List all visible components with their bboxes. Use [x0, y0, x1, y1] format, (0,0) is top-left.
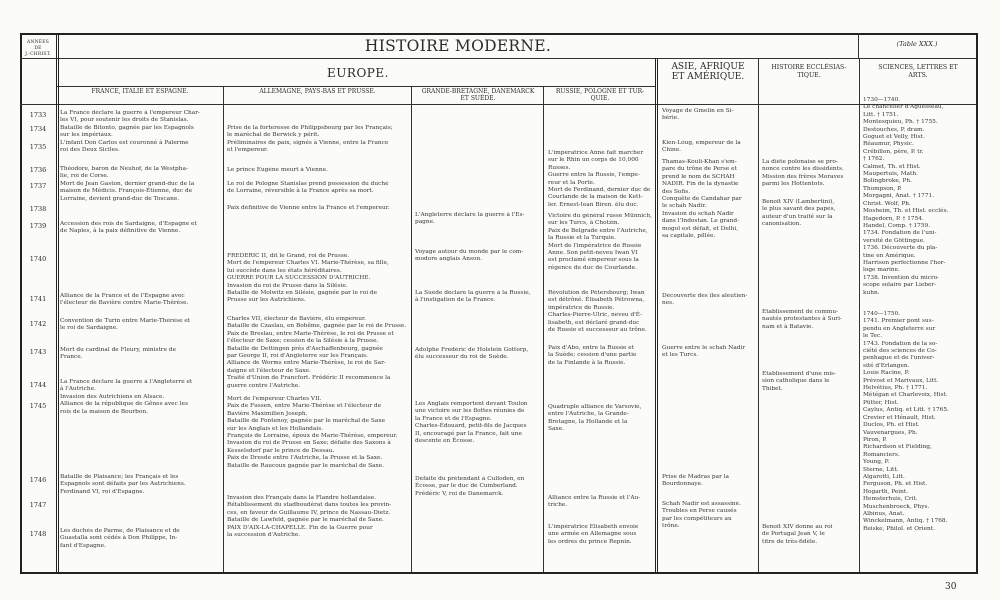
- header-rule: [20, 104, 976, 105]
- hist-eccl-entry: Benoît XIV (Lambertini), le plus savant des papes, auteur d'un traité sur la canonisation.: [762, 199, 836, 228]
- asie-entry: Thamas-Kouli-Khan s'em- pare du trône de Perse et prend le nom de SCHAH NADIR. Fin de la dynastie des Sofis. Conquête de Candahar par le schah Nadir. Invasion du schah Nadir dans l'Indostan. Le grand- mogol est défait, et Delhi, sa capitale, pillée.: [662, 159, 742, 240]
- allemagne-entry: Mort de l'empereur Charles VII. Paix de Fussen, entre Marie-Thérèse et l'électeur de Bavière Maximilien Joseph. Bataille de Fontenoy, gagnée par le maréchal de Saxe sur les Anglais et les Hollandais. François de Lorraine, époux de Marie-Thérèse, empereur. Invasion du roi de Prusse en Saxe; défaite des Saxons à Kesselsdorf par le prince de Dessau. Paix de Dresde entre l'Autriche, la Prusse et la Saxe. Bataille de Raucoux gagnée par le maréchal de Saxe.: [227, 396, 398, 469]
- france-entry: Alliance de la France et de l'Espagne avec l'électeur de Bavière contre Marie-Thérèse.: [60, 293, 189, 307]
- year-label: 1741: [29, 295, 47, 303]
- france-entry: Convention de Turin entre Marie-Thérèse et le roi de Sardaigne.: [60, 318, 191, 332]
- russie-entry: Alliance entre la Russie et l'Au- triche.: [548, 495, 641, 509]
- col-rule-allemagne: [411, 86, 412, 572]
- allemagne-entry: FRÉDÉRIC II, dit le Grand, roi de Prusse. Mort de l'empereur Charles VI. Marie-Thérèse, sa fille, lui succède dans les états héréditaires. GUERRE POUR LA SUCCESSION D'AUTRICHE. Invasion du roi de Prusse dans la Silésie. Bataille de Molwitz en Silésie, gagnée par le roi de Prusse sur les Autrichiens.: [227, 253, 389, 304]
- years-heading: ANNÉES DE J.-CHRIST.: [25, 40, 51, 57]
- year-label: 1747: [29, 501, 47, 509]
- year-label: 1733: [29, 111, 47, 119]
- russie-entry: Révolution de Pétersbourg; Iwan est détrôné. Élisabeth Pétrowna, impératrice de Russie. Charles-Pierre-Ulric, neveu d'É- lisabeth, est déclaré grand-duc de Russie et successeur au trône.: [548, 290, 647, 334]
- france-heading: FRANCE, ITALIE ET ESPAGNE.: [91, 88, 189, 95]
- table-number: (Table XXX.): [896, 40, 938, 48]
- gb-entry: Défaite du prétendant à Culloden, en Écosse, par le duc de Cumberland. Frédéric V, roi de Danemarck.: [415, 476, 525, 497]
- col-rule-europe: [655, 58, 658, 572]
- year-label: 1742: [29, 320, 47, 328]
- asie-entry: Voyage de Gmelin en Si- bérie.: [662, 108, 734, 122]
- year-label: 1735: [29, 143, 47, 151]
- allemagne-entry: Paix définitive de Vienne entre la France et l'empereur.: [227, 205, 390, 211]
- asie-entry: Prise de Madras par la Bourdonnaye.: [662, 474, 729, 488]
- year-label: 1739: [29, 222, 47, 230]
- allemagne-entry: Le roi de Pologne Stanislas prend possession du duché de Lorraine, réversible à la France après sa mort.: [227, 181, 389, 195]
- russie-entry: Quadruple alliance de Varsovie, entre l'Autriche, la Grande- Bretagne, la Hollande et la Saxe.: [548, 404, 642, 433]
- hist-eccl-entry: Établissement de commu- nautés protestantes à Suri- nam et à Batavie.: [762, 309, 842, 330]
- col-rule-hist: [859, 58, 860, 572]
- year-label: 1744: [29, 381, 47, 389]
- year-label: 1743: [29, 348, 47, 356]
- europe-rule: [56, 86, 656, 87]
- year-label: 1737: [29, 182, 47, 190]
- asie-entry: Guerre entre le schah Nadir et les Turcs.: [662, 345, 746, 359]
- europe-heading: EUROPE.: [327, 66, 389, 80]
- col-rule-france: [223, 86, 224, 572]
- russie-entry: L'impératrice Élisabeth envoie une armée en Allemagne sous les ordres du prince Repnin.: [548, 524, 639, 545]
- allemagne-entry: Le prince Eugène meurt à Vienne.: [227, 167, 328, 173]
- russie-entry: Paix d'Abo, entre la Russie et la Suède; cession d'une partie de la Finlande à la Russie.: [548, 345, 637, 366]
- gb-entry: L'Angleterre déclare la guerre à l'Es- pagne.: [415, 212, 525, 226]
- france-entry: Les duchés de Parme, de Plaisance et de Guastalla sont cédés à Don Philippe, In- fant d'Espagne.: [60, 528, 180, 549]
- gb-entry: La Suède déclare la guerre à la Russie, à l'instigation de la France.: [415, 290, 531, 304]
- sciences-entry: 1740—1750. 1741. Premier pont sus- pendu en Angleterre sur le Tec. 1743. Fondation de la so- ciété des sciences de Co- penhague et de l'univer- sité d'Erlangen. Louis Racine, P. Prévost et Marivaux, Litt. Helvétius, Ph. † 1771. Métégan et Charlevoix, Hist. Pütter, Hist. Caylus, Antiq. et Litt. † 1765. Crevier et Hénault, Hist. Duclos, Ph. et Hist. Vauvenargues, Ph. Piron, P. Richardson et Fielding, Romanciers. Young, P. Sterne, Litt. Algarotti, Litt. Ferguson, Ph. et Hist. Hogarth, Peint. Hemsterhuis, Crit. Muschenbroeck, Phys. Albinus, Anat. Winckelmann, Antiq. † 1768. Reiske, Philol. et Orient.: [863, 311, 949, 532]
- allemagne-entry: Invasion des Français dans la Flandre hollandaise. Rétablissement du stadhoudérat dans toutes les provin- ces, en faveur de Guillaume IV, prince de Nassau-Dietz. Bataille de Lawfeld, gagnée par le maréchal de Saxe. PAIX D'AIX-LA-CHAPELLE. Fin de la Guerre pour la succession d'Autriche.: [227, 495, 392, 539]
- year-label: 1736: [29, 166, 47, 174]
- allemagne-entry: Charles VII, électeur de Bavière, élu empereur. Bataille de Czaslau, en Bohême, gagnée par le roi de Prusse. Paix de Breslau, entre Marie-Thérèse, le roi de Prusse et l'électeur de Saxe; cession de la Silésie à la Prusse. Bataille de Dettingen près d'Aschaffenbourg, gagnée par George II, roi d'Angleterre sur les Français. Alliance de Worms entre Marie-Thérèse, le roi de Sar- daigne et l'électeur de Saxe. Traité d'Union de Francfort. Frédéric II recommence la guerre contre l'Autriche.: [227, 316, 407, 389]
- year-label: 1745: [29, 402, 47, 410]
- hist-eccl-heading: HISTOIRE ECCLÉSIAS- TIQUE.: [771, 64, 847, 79]
- gb-heading: GRANDE-BRETAGNE, DANEMARCK ET SUÈDE.: [421, 88, 535, 102]
- year-label: 1748: [29, 530, 47, 538]
- col-rule-asie: [758, 58, 759, 572]
- hist-eccl-entry: Établissement d'une mis- sion catholique dans le Thibet.: [762, 371, 836, 392]
- france-entry: La France déclare la guerre à l'Angleterre et à l'Autriche. Invasion des Autrichiens en Alsace. Alliance de la république de Gênes avec les rois de la maison de Bourbon.: [60, 379, 193, 415]
- france-entry: Accession des rois de Sardaigne, d'Espagne et de Naples, à la paix définitive de Vienne.: [60, 221, 197, 235]
- col-rule-gb: [543, 86, 544, 572]
- france-entry: Mort du cardinal de Fleury, ministre de France.: [60, 347, 176, 361]
- france-entry: La France déclare la guerre à l'empereur Char- les VI, pour soutenir les droits de Stanislas. Bataille de Bitonto, gagnée par les Espagnols sur les impériaux. L'infant Don Carlos est couronné à Palerme roi des Deux Siciles.: [60, 110, 200, 154]
- asie-entry: Kien-Loug, empereur de la Chine.: [662, 140, 741, 154]
- year-label: 1734: [29, 125, 47, 133]
- page-title: HISTOIRE MODERNE.: [364, 37, 552, 55]
- gb-entry: Voyage autour du monde par le com- modore anglais Anson.: [415, 249, 524, 263]
- gb-entry: Les Anglais remportent devant Toulon une victoire sur les flottes réunies de la France et de l'Espagne. Charles-Édouard, petit-fils de Jacques II, encouragé par la France, fait une descente en Écosse.: [415, 401, 528, 445]
- france-entry: Théodore, baron de Neuhof, de la Westpha- lie, roi de Corse. Mort de Jean Gaston, dernier grand-duc de la maison de Médicis. François-Étienne, duc de Lorraine, devient grand-duc de Toscane.: [60, 166, 195, 202]
- year-label: 1740: [29, 255, 47, 263]
- sciences-entry: 1730—1740. Le chancelier d'Aguesseau, Litt. † 1751. Montesquieu, Ph. † 1755. Destouches, P. dram. Goguet et Velly, Hist. Réaumur, Physic. Crébillon, père, P. tr. † 1762. Calmet, Th. et Hist. Maupertuis, Math. Bolingbroke, Ph. Thompson, P. Morgagni, Anat. † 1771. Christ. Wolf, Ph. Mosheim, Th. et Hist. ecclés. Hagedorn, P. † 1754. Handel, Comp. † 1759. 1734. Fondation de l'uni- versité de Göttingue. 1736. Découverte du pla- tine en Amérique. Harrison perfectionne l'hor- loge marine. 1738. Invention du micro- scope solaire par Lieber- kuhn.: [863, 97, 949, 296]
- russie-entry: Victoire du général russe Münnich, sur les Turcs, à Chotzin. Paix de Belgrade entre l'Autriche, la Russie et la Turquie. Mort de l'impératrice de Russie Anne. Son petit-neveu Iwan VI est proclamé empereur sous la régence du duc de Courlande.: [548, 213, 652, 271]
- hist-eccl-entry: Benoît XIV donne au roi de Portugal Jean V, le titre de très-fidèle.: [762, 524, 833, 545]
- year-label: 1738: [29, 205, 47, 213]
- russie-heading: RUSSIE, POLOGNE ET TUR- QUIE.: [555, 88, 645, 102]
- page-number: 30: [945, 582, 957, 592]
- sciences-heading: SCIENCES, LETTRES ET ARTS.: [878, 64, 958, 79]
- year-label: 1746: [29, 476, 47, 484]
- frame-top: [20, 33, 978, 35]
- asie-heading: ASIE, AFRIQUE ET AMÉRIQUE.: [671, 62, 745, 82]
- frame-right: [976, 33, 978, 572]
- frame-bottom: [20, 572, 978, 574]
- allemagne-entry: Prise de la forteresse de Philippsbourg par les Français; le maréchal de Berwick y périt. Préliminaires de paix, signés à Vienne, entre la France et l'empereur.: [227, 125, 393, 154]
- russie-entry: L'impératrice Anne fait marcher sur le Rhin un corps de 10,000 Russes. Guerre entre la Russie, l'empe- reur et la Porte. Mort de Ferdinand, dernier duc de Courlande de la maison de Kett- ler. Ernest-Jean Biren, élu duc.: [548, 150, 651, 206]
- col-rule-years: [56, 33, 59, 572]
- asie-entry: Schah Nadir est assassiné. Troubles en Perse causés par les compétiteurs au trône.: [662, 501, 741, 530]
- hist-eccl-entry: La diète polonaise se pro- nonce contre les dissidents. Mission des frères Moraves parmi les Hottentots.: [762, 159, 844, 188]
- title-rule: [20, 58, 976, 59]
- allemagne-heading: ALLEMAGNE, PAYS-BAS ET PRUSSE.: [259, 88, 376, 95]
- gb-entry: Adolphe Frédéric de Holstein Gottorp, élu successeur du roi de Suède.: [415, 347, 529, 361]
- asie-entry: Découverte des îles aleutien- nes.: [662, 293, 748, 307]
- france-entry: Bataille de Plaisance; les Français et les Espagnols sont défaits par les Autrichiens. Ferdinand VI, roi d'Espagne.: [60, 474, 186, 495]
